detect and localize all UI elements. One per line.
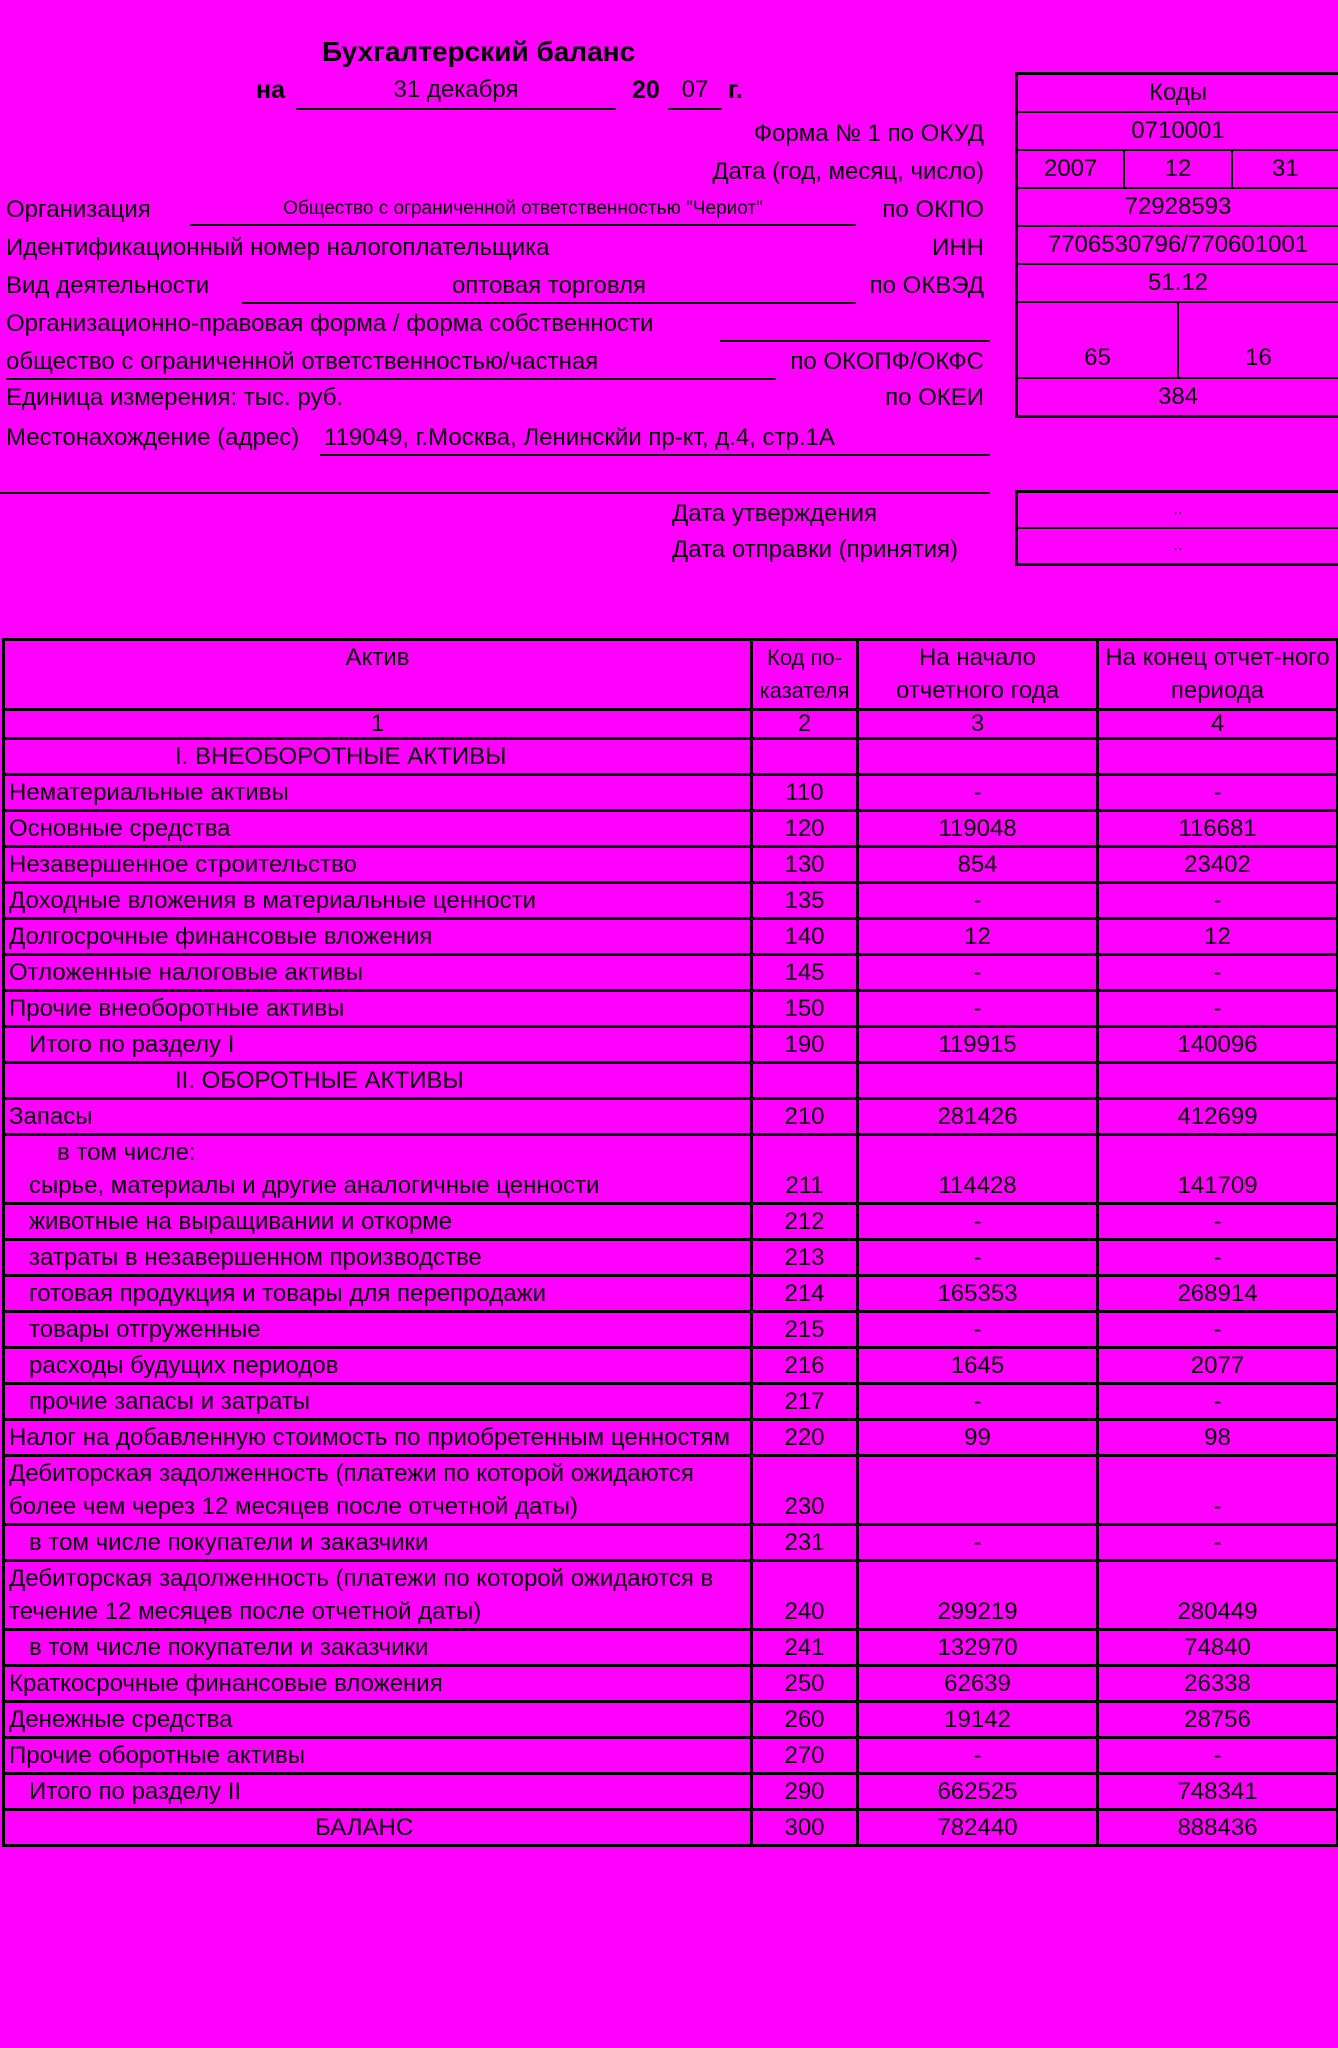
row-name: Денежные средства bbox=[4, 1702, 752, 1738]
table-row bbox=[4, 847, 1338, 883]
row-name: Нематериальные активы bbox=[4, 775, 752, 811]
row-end-value: 2077 bbox=[1098, 1348, 1338, 1384]
row-end-value bbox=[1098, 739, 1338, 775]
row-subname: сырье, материалы и другие аналогичные ценности bbox=[29, 1172, 600, 1199]
row-code: 215 bbox=[752, 1312, 858, 1348]
row-end-value: 888436 bbox=[1098, 1810, 1338, 1846]
row-end-value: - bbox=[1098, 1240, 1338, 1276]
send-date-value: .. bbox=[1173, 537, 1183, 554]
header-asset: Актив bbox=[4, 640, 752, 710]
table-row bbox=[4, 1063, 1338, 1099]
row-start-value: - bbox=[858, 1240, 1098, 1276]
report-date: 31 декабря bbox=[393, 76, 519, 103]
table-row bbox=[4, 991, 1338, 1027]
row-name: Отложенные налоговые активы bbox=[4, 955, 752, 991]
codes-header: Коды bbox=[1018, 75, 1338, 113]
activity-value: оптовая торговля bbox=[451, 272, 647, 299]
row-end-value: 280449 bbox=[1098, 1561, 1338, 1630]
unit-label: Единица измерения: тыс. руб. bbox=[6, 384, 344, 411]
row-start-value: - bbox=[858, 1384, 1098, 1420]
year-g: г. bbox=[728, 76, 743, 104]
address-value: 119049, г.Москва, Ленинскйи пр-кт, д.4, стр.1А bbox=[324, 424, 835, 451]
table-row bbox=[4, 1456, 1338, 1525]
date-label: Дата (год, месяц, число) bbox=[712, 158, 984, 185]
table-row bbox=[4, 1348, 1338, 1384]
table-row bbox=[4, 919, 1338, 955]
row-code bbox=[752, 1063, 858, 1099]
row-name: животные на выращивании и откорме bbox=[4, 1204, 752, 1240]
row-code: 230 bbox=[752, 1456, 858, 1525]
form-okud-label: Форма № 1 по ОКУД bbox=[753, 120, 984, 147]
balance-table bbox=[2, 638, 1338, 1847]
row-name: Итого по разделу II bbox=[4, 1774, 752, 1810]
col-number: 1 bbox=[4, 710, 752, 739]
row-start-value: 854 bbox=[858, 847, 1098, 883]
row-code: 214 bbox=[752, 1276, 858, 1312]
row-end-value: - bbox=[1098, 1204, 1338, 1240]
po-okpo-label: по ОКПО bbox=[882, 196, 984, 223]
na-label: на bbox=[256, 76, 286, 104]
dates-box bbox=[1015, 490, 1338, 566]
row-end-value: - bbox=[1098, 1525, 1338, 1561]
row-start-value: - bbox=[858, 955, 1098, 991]
table-row bbox=[4, 1630, 1338, 1666]
row-end-value: 412699 bbox=[1098, 1099, 1338, 1135]
row-code: 135 bbox=[752, 883, 858, 919]
code-okei: 384 bbox=[1157, 383, 1199, 410]
col-number: 3 bbox=[858, 710, 1098, 739]
codes-box bbox=[1015, 72, 1338, 418]
row-end-value: - bbox=[1098, 991, 1338, 1027]
inn-label: Идентификационный номер налогоплательщика bbox=[6, 234, 550, 261]
table-row bbox=[4, 1561, 1338, 1630]
col-number: 4 bbox=[1098, 710, 1338, 739]
row-name: Дебиторская задолженность (платежи по которой ожидаются в течение 12 месяцев после отчетной даты) bbox=[4, 1561, 752, 1630]
table-row bbox=[4, 1135, 1338, 1204]
row-start-value: 119915 bbox=[858, 1027, 1098, 1063]
row-start-value: 19142 bbox=[858, 1702, 1098, 1738]
row-end-value: 74840 bbox=[1098, 1630, 1338, 1666]
row-start-value: 1645 bbox=[858, 1348, 1098, 1384]
row-name: Итого по разделу I bbox=[4, 1027, 752, 1063]
row-code: 250 bbox=[752, 1666, 858, 1702]
row-end-value: - bbox=[1098, 1738, 1338, 1774]
row-end-value: 28756 bbox=[1098, 1702, 1338, 1738]
row-end-value: 26338 bbox=[1098, 1666, 1338, 1702]
row-end-value: - bbox=[1098, 1456, 1338, 1525]
row-name: Доходные вложения в материальные ценности bbox=[4, 883, 752, 919]
table-row bbox=[4, 1525, 1338, 1561]
address-label: Местонахождение (адрес) bbox=[6, 424, 300, 451]
row-subheading: в том числе: bbox=[57, 1139, 196, 1166]
row-start-value: 132970 bbox=[858, 1630, 1098, 1666]
row-start-value: 299219 bbox=[858, 1561, 1098, 1630]
row-name bbox=[4, 1135, 752, 1204]
row-end-value: - bbox=[1098, 1384, 1338, 1420]
row-code: 241 bbox=[752, 1630, 858, 1666]
table-row bbox=[4, 1384, 1338, 1420]
code-day: 31 bbox=[1271, 155, 1299, 182]
row-name: Прочие оборотные активы bbox=[4, 1738, 752, 1774]
table-row bbox=[4, 739, 1338, 775]
table-row bbox=[4, 1240, 1338, 1276]
row-start-value: 114428 bbox=[858, 1135, 1098, 1204]
row-name: I. ВНЕОБОРОТНЫЕ АКТИВЫ bbox=[4, 739, 752, 775]
code-okopf: 65 bbox=[1018, 303, 1179, 377]
table-row bbox=[4, 1027, 1338, 1063]
organization-value: Общество с ограниченной ответственностью "Чериот" bbox=[283, 198, 763, 219]
table-row bbox=[4, 775, 1338, 811]
code-okud: 0710001 bbox=[1018, 113, 1338, 151]
row-name: Прочие внеоборотные активы bbox=[4, 991, 752, 1027]
row-code: 213 bbox=[752, 1240, 858, 1276]
code-date bbox=[1018, 151, 1338, 189]
row-start-value: 12 bbox=[858, 919, 1098, 955]
row-code: 290 bbox=[752, 1774, 858, 1810]
year-prefix: 20 bbox=[632, 76, 660, 104]
row-name: прочие запасы и затраты bbox=[4, 1384, 752, 1420]
row-code: 140 bbox=[752, 919, 858, 955]
inn-short-label: ИНН bbox=[932, 234, 984, 261]
row-start-value: - bbox=[858, 1204, 1098, 1240]
row-start-value bbox=[858, 739, 1098, 775]
row-code: 130 bbox=[752, 847, 858, 883]
table-row bbox=[4, 1099, 1338, 1135]
row-end-value: 23402 bbox=[1098, 847, 1338, 883]
balance-table-body bbox=[4, 739, 1338, 1846]
send-date-label: Дата отправки (принятия) bbox=[672, 536, 959, 563]
po-okved-label: по ОКВЭД bbox=[869, 272, 984, 299]
row-code: 211 bbox=[752, 1135, 858, 1204]
row-code: 150 bbox=[752, 991, 858, 1027]
year-suffix: 07 bbox=[681, 76, 709, 103]
code-okfs: 16 bbox=[1245, 344, 1272, 371]
table-row bbox=[4, 1666, 1338, 1702]
legal-form-label: Организационно-правовая форма / форма собственности bbox=[6, 310, 654, 337]
row-name: Краткосрочные финансовые вложения bbox=[4, 1666, 752, 1702]
row-end-value: - bbox=[1098, 775, 1338, 811]
row-name: БАЛАНС bbox=[4, 1810, 752, 1846]
code-okved: 51.12 bbox=[1018, 265, 1338, 303]
table-row bbox=[4, 1738, 1338, 1774]
row-start-value: - bbox=[858, 883, 1098, 919]
code-inn: 7706530796/770601001 bbox=[1018, 227, 1338, 265]
header-code: Код по-казателя bbox=[752, 640, 858, 710]
row-name: расходы будущих периодов bbox=[4, 1348, 752, 1384]
row-start-value: 281426 bbox=[858, 1099, 1098, 1135]
table-row bbox=[4, 1276, 1338, 1312]
legal-form-value: общество с ограниченной ответственностью/частная bbox=[6, 348, 599, 375]
row-name: Запасы bbox=[4, 1099, 752, 1135]
row-start-value: 165353 bbox=[858, 1276, 1098, 1312]
code-okpo: 72928593 bbox=[1018, 189, 1338, 227]
table-row bbox=[4, 1312, 1338, 1348]
header-start: На начало отчетного года bbox=[858, 640, 1098, 710]
row-end-value: - bbox=[1098, 1312, 1338, 1348]
row-start-value: 99 bbox=[858, 1420, 1098, 1456]
row-end-value: - bbox=[1098, 955, 1338, 991]
row-code: 220 bbox=[752, 1420, 858, 1456]
row-start-value: 662525 bbox=[858, 1774, 1098, 1810]
row-end-value: 141709 bbox=[1098, 1135, 1338, 1204]
row-start-value bbox=[858, 1456, 1098, 1525]
table-row bbox=[4, 1204, 1338, 1240]
table-row bbox=[4, 955, 1338, 991]
row-name: затраты в незавершенном производстве bbox=[4, 1240, 752, 1276]
row-code: 210 bbox=[752, 1099, 858, 1135]
row-name: Незавершенное строительство bbox=[4, 847, 752, 883]
table-row bbox=[4, 1774, 1338, 1810]
table-row bbox=[4, 1810, 1338, 1846]
approval-date-label: Дата утверждения bbox=[672, 500, 878, 527]
table-row bbox=[4, 1702, 1338, 1738]
code-year: 2007 bbox=[1018, 151, 1125, 187]
row-name: Налог на добавленную стоимость по приобретенным ценностям bbox=[4, 1420, 752, 1456]
row-code: 216 bbox=[752, 1348, 858, 1384]
row-name: Дебиторская задолженность (платежи по которой ожидаются более чем через 12 месяцев после отчетной даты) bbox=[4, 1456, 752, 1525]
approval-date-value: .. bbox=[1018, 493, 1338, 529]
activity-label: Вид деятельности bbox=[6, 272, 210, 299]
col-number: 2 bbox=[752, 710, 858, 739]
table-row bbox=[4, 1420, 1338, 1456]
row-start-value: - bbox=[858, 775, 1098, 811]
row-name: готовая продукция и товары для перепродажи bbox=[4, 1276, 752, 1312]
row-code: 217 bbox=[752, 1384, 858, 1420]
row-code: 300 bbox=[752, 1810, 858, 1846]
row-end-value: 116681 bbox=[1098, 811, 1338, 847]
row-start-value: - bbox=[858, 991, 1098, 1027]
row-name: Долгосрочные финансовые вложения bbox=[4, 919, 752, 955]
row-name: товары отгруженные bbox=[4, 1312, 752, 1348]
row-end-value: - bbox=[1098, 883, 1338, 919]
row-code: 120 bbox=[752, 811, 858, 847]
row-start-value: - bbox=[858, 1312, 1098, 1348]
row-code: 240 bbox=[752, 1561, 858, 1630]
organization-label: Организация bbox=[6, 196, 151, 223]
row-start-value bbox=[858, 1063, 1098, 1099]
row-code bbox=[752, 739, 858, 775]
row-name: в том числе покупатели и заказчики bbox=[4, 1525, 752, 1561]
table-row bbox=[4, 883, 1338, 919]
row-start-value: 782440 bbox=[858, 1810, 1098, 1846]
row-name: в том числе покупатели и заказчики bbox=[4, 1630, 752, 1666]
code-month: 12 bbox=[1125, 151, 1232, 187]
row-end-value: 748341 bbox=[1098, 1774, 1338, 1810]
row-code: 190 bbox=[752, 1027, 858, 1063]
row-end-value: 140096 bbox=[1098, 1027, 1338, 1063]
po-okei-label: по ОКЕИ bbox=[885, 384, 984, 411]
code-okopf-okfs bbox=[1018, 303, 1338, 379]
row-end-value: 98 bbox=[1098, 1420, 1338, 1456]
row-code: 145 bbox=[752, 955, 858, 991]
table-row bbox=[4, 811, 1338, 847]
row-name: II. ОБОРОТНЫЕ АКТИВЫ bbox=[4, 1063, 752, 1099]
row-start-value: - bbox=[858, 1738, 1098, 1774]
row-start-value: - bbox=[858, 1525, 1098, 1561]
row-code: 212 bbox=[752, 1204, 858, 1240]
header-end: На конец отчет-ного периода bbox=[1098, 640, 1338, 710]
row-name: Основные средства bbox=[4, 811, 752, 847]
row-start-value: 119048 bbox=[858, 811, 1098, 847]
row-code: 231 bbox=[752, 1525, 858, 1561]
row-code: 270 bbox=[752, 1738, 858, 1774]
row-end-value bbox=[1098, 1063, 1338, 1099]
row-start-value: 62639 bbox=[858, 1666, 1098, 1702]
row-end-value: 12 bbox=[1098, 919, 1338, 955]
row-end-value: 268914 bbox=[1098, 1276, 1338, 1312]
row-code: 110 bbox=[752, 775, 858, 811]
page-title: Бухгалтерский баланс bbox=[322, 36, 636, 67]
po-okopf-label: по ОКОПФ/ОКФС bbox=[790, 348, 984, 375]
row-code: 260 bbox=[752, 1702, 858, 1738]
